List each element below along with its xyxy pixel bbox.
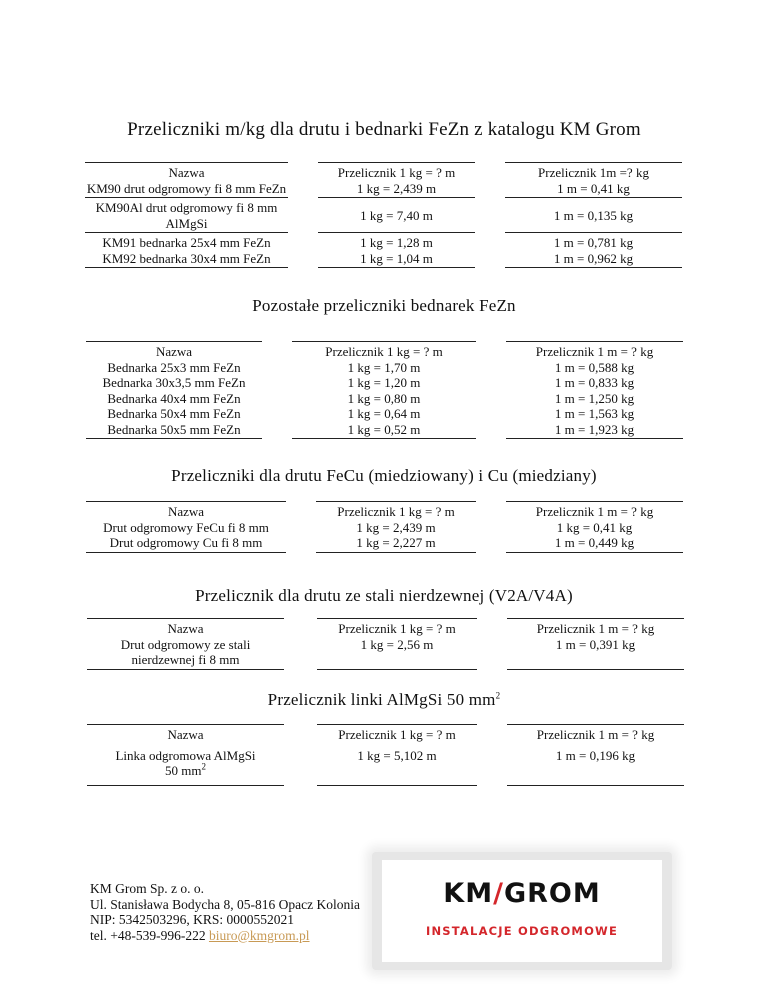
table-row [87, 619, 684, 670]
cell-name: Bednarka 25x3 mm FeZn [107, 359, 241, 375]
table-row [86, 342, 683, 439]
table-stainless [87, 618, 684, 670]
company-name: KM Grom Sp. z o. o. [90, 881, 204, 896]
cell-m-to-kg: 1 m = 0,449 kg [554, 535, 635, 550]
lightning-bolt-icon: / [493, 878, 504, 909]
header-kg-to-m: Przelicznik 1 kg = ? m [325, 344, 443, 359]
logo-part1: KM [443, 878, 494, 909]
cell-name: KM90Al drut odgromowy fi 8 mm AlMgSi [85, 198, 288, 233]
section5-title-text: Przelicznik linki AlMgSi 50 mm [267, 690, 496, 709]
cell-name-line1: Linka odgromowa AlMgSi [115, 747, 256, 763]
header-kg-to-m: Przelicznik 1 kg = ? m [338, 621, 456, 636]
cell-m-to-kg: 1 m = 0,135 kg [505, 198, 682, 233]
cell-m-to-kg: 1 m = 0,391 kg [555, 636, 636, 652]
section1-title: Przeliczniki m/kg dla drutu i bednarki FeZn z katalogu KM Grom [127, 119, 641, 140]
cell-kg-to-m: 1 kg = 2,439 m [356, 519, 436, 535]
cell-name: KM91 bednarka 25x4 mm FeZn [102, 235, 271, 250]
cell-kg-to-m: 1 kg = 1,70 m [347, 359, 421, 375]
company-tel: tel. +48-539-996-222 [90, 927, 209, 943]
header-kg-to-m: Przelicznik 1 kg = ? m [337, 504, 455, 519]
header-name: Nazwa [168, 165, 205, 180]
section3-title: Przeliczniki dla drutu FeCu (miedziowany) i Cu (miedziany) [171, 466, 597, 485]
cell-name: Bednarka 30x3,5 mm FeZn [102, 375, 246, 390]
cell-m-to-kg: 1 m = 0,962 kg [553, 250, 634, 266]
cell-kg-to-m: 1 kg = 0,52 m [347, 421, 421, 437]
table-row [85, 198, 682, 233]
cell-name: KM90 drut odgromowy fi 8 mm FeZn [86, 180, 287, 196]
cell-m-to-kg: 1 m = 1,923 kg [554, 421, 635, 437]
logo-tagline: INSTALACJE ODGROMOWE [426, 924, 618, 938]
cell-name: Drut odgromowy FeCu fi 8 mm [103, 519, 269, 535]
cell-m-to-kg: 1 m = 1,563 kg [554, 406, 635, 421]
cell-m-to-kg: 1 m = 0,41 kg [557, 180, 630, 196]
company-address: Ul. Stanisława Bodycha 8, 05-816 Opacz Kolonia [90, 896, 360, 912]
cell-name-line2: 50 $mm^2$ [165, 761, 206, 778]
table-row [85, 163, 682, 198]
cell-kg-to-m: 1 kg = 5,102 m [357, 747, 437, 763]
header-kg-to-m: Przelicznik 1 kg = ? m [337, 165, 456, 180]
table-fecu-cu [86, 501, 683, 553]
email-link[interactable]: biuro@kmgrom.pl [208, 927, 310, 943]
header-name: Nazwa [167, 504, 205, 519]
header-m-to-kg: Przelicznik 1 m = ? kg [535, 344, 654, 359]
cell-kg-to-m: 1 kg = 7,40 m [318, 198, 475, 233]
table-almgsi-cable [87, 724, 684, 786]
cell-name: Bednarka 40x4 mm FeZn [107, 390, 241, 406]
cell-kg-to-m: 1 kg = 1,28 m [360, 235, 433, 250]
cell-kg-to-m: 1 kg = 1,20 m [347, 375, 421, 390]
logo-part2: GROM [503, 878, 601, 909]
cell-kg-to-m: 1 kg = 2,56 m [360, 636, 434, 652]
header-name: Nazwa [155, 344, 193, 359]
company-logo [414, 878, 630, 909]
cell-kg-to-m: 1 kg = 0,80 m [347, 390, 421, 406]
cell-m-to-kg: 1 m = 1,250 kg [554, 390, 635, 406]
cell-name: KM92 bednarka 30x4 mm FeZn [102, 250, 271, 266]
table-row [86, 502, 683, 553]
header-m-to-kg: Przelicznik 1 m = ? kg [536, 727, 655, 742]
cell-name: Bednarka 50x5 mm FeZn [107, 421, 241, 437]
header-m-to-kg: Przelicznik 1m =? kg [538, 165, 649, 180]
cell-kg-to-m: 1 kg = 1,04 m [360, 250, 433, 266]
header-name: Nazwa [167, 727, 204, 742]
cell-name: Drut odgromowy ze stali nierdzewnej fi 8 mm [120, 636, 251, 667]
section5-title [0, 690, 768, 710]
section4-title: Przelicznik dla drutu ze stali nierdzewnej (V2A/V4A) [195, 586, 573, 605]
logo-panel [382, 860, 662, 962]
cell-m-to-kg: 1 m = 0,588 kg [554, 359, 635, 375]
cell-m-to-kg: 1 m = 0,833 kg [554, 375, 635, 390]
table-row [85, 233, 682, 268]
company-ids: NIP: 5342503296, KRS: 0000552021 [90, 912, 295, 927]
company-footer [90, 881, 360, 943]
table-bednarki [86, 341, 683, 439]
table-row [87, 725, 684, 786]
header-m-to-kg: Przelicznik 1 m = ? kg [535, 504, 654, 519]
section5-title-sup: 2 [495, 690, 501, 701]
cell-kg-to-m: 1 kg = 2,439 m [356, 180, 437, 196]
header-name: Nazwa [167, 621, 204, 636]
cell-kg-to-m: 1 kg = 2,227 m [356, 535, 436, 550]
header-m-to-kg: Przelicznik 1 m = ? kg [536, 621, 655, 636]
header-kg-to-m: Przelicznik 1 kg = ? m [338, 727, 456, 742]
cell-name: Bednarka 50x4 mm FeZn [107, 406, 241, 421]
cell-m-to-kg: 1 m = 0,781 kg [553, 235, 634, 250]
cell-kg-to-m: 1 kg = 0,64 m [347, 406, 421, 421]
cell-m-to-kg: 1 kg = 0,41 kg [556, 519, 633, 535]
section2-title: Pozostałe przeliczniki bednarek FeZn [252, 296, 516, 315]
table-km-catalog [85, 162, 682, 268]
cell-m-to-kg: 1 m = 0,196 kg [555, 747, 636, 763]
company-contact [90, 928, 360, 944]
cell-name: Drut odgromowy Cu fi 8 mm [109, 535, 263, 550]
